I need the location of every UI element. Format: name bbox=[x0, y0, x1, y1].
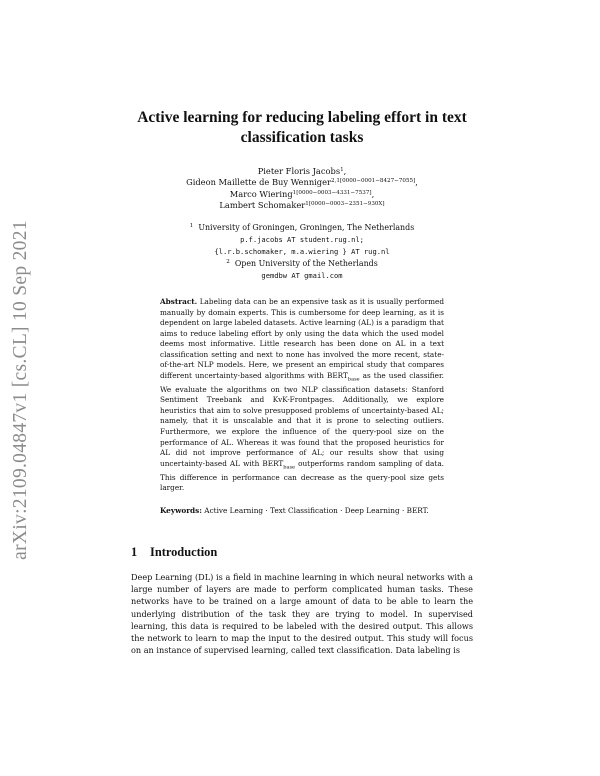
author-name: Lambert Schomaker bbox=[219, 200, 306, 211]
abstract-text: as the used classifier. We evaluate the algorithms on two NLP classification datasets: Stanford Sentiment Treebank and KvK-Frontpages. Additionally, we explore heuristics that aim to solve presupposed problems of uncertainty-based AL; namely, that it is unscalable and that it is prone to selecting outliers. Furthermore, we explore the influence of the query-pool size on the performance of AL. Whereas it was found that the proposed heuristics for AL did not improve performance of AL; our results show that using uncertainty-based AL with BERT bbox=[160, 370, 444, 468]
author-name: Marco Wiering bbox=[229, 188, 293, 199]
section-title: Introduction bbox=[150, 545, 218, 559]
author-email: p.f.jacobs AT student.rug.nl; bbox=[240, 235, 364, 244]
author-email: {l.r.b.schomaker, m.a.wiering } AT rug.nl bbox=[214, 247, 390, 256]
affiliations bbox=[150, 222, 454, 282]
abstract-text: outperforms random sampling of data. This difference in performance can decrease as the query-pool size gets larger. bbox=[160, 458, 444, 493]
affiliation-1: $^1$ University of Groningen, Groningen, The Netherlands bbox=[189, 223, 415, 232]
abstract bbox=[160, 297, 444, 494]
author-orcid: 1[0000−0003−2351−930X] bbox=[305, 201, 385, 208]
keywords-label: Keywords: bbox=[160, 506, 202, 515]
author-entry: Marco Wiering$^{1[0000-0003-4331-7537]}$, bbox=[229, 188, 375, 199]
author-entry bbox=[150, 200, 454, 211]
author-affiliation-marker: 1 bbox=[340, 167, 344, 173]
affiliation-2: $^2$ Open University of the Netherlands bbox=[226, 259, 378, 268]
abstract-label: Abstract. bbox=[160, 297, 198, 306]
keywords-text: Active Learning · Text Classification · Deep Learning · BERT. bbox=[204, 506, 429, 515]
subscript: base bbox=[283, 464, 296, 471]
author-list bbox=[150, 166, 454, 212]
author-orcid: 1[0000−0003−4331−7537] bbox=[292, 189, 372, 196]
section-body: Deep Learning (DL) is a field in machine learning in which neural networks with a large number of layers are made to perform complicated human tasks. These networks have to be trained on a large amount of data to be able to learn the underlying distribution of the task they are trying to model. In supervised learning, this data is required to be labeled with the desired output. This allows the network to learn to map the input to the desired output. This study will focus on an instance of supervised learning, called text classification. Data labeling is bbox=[131, 572, 473, 656]
subscript: base bbox=[347, 376, 360, 383]
keywords bbox=[160, 506, 444, 517]
paper-title: Active learning for reducing labeling effort in text classification tasks bbox=[137, 109, 467, 146]
author-email: gemdbw AT gmail.com bbox=[261, 271, 343, 280]
author-name: Pieter Floris Jacobs bbox=[257, 166, 341, 176]
section-heading bbox=[131, 545, 471, 560]
author-orcid: 2,1[0000−0001−8427−7055] bbox=[331, 178, 416, 185]
author-entry: Pieter Floris Jacobs$^1$, bbox=[257, 166, 347, 176]
author-name: Gideon Maillette de Buy Wenniger bbox=[186, 177, 331, 188]
author-entry: Gideon Maillette de Buy Wenniger$^{2,1[0000-0001-8427-7055]}$, bbox=[186, 177, 418, 188]
arxiv-identifier[interactable]: arXiv:2109.04847v1 [cs.CL] 10 Sep 2021 bbox=[10, 220, 31, 560]
section-number: 1 bbox=[131, 545, 138, 559]
arxiv-sidebar bbox=[1, 210, 41, 570]
abstract-text: Labeling data can be an expensive task as it is usually performed manually by domain experts. This is cumbersome for deep learning, as it is dependent on large labeled datasets. Active learning (AL) is a paradigm that aims to reduce labeling effort by only using the data which the used model deems most informative. Little research has been done on AL in a text classification setting and next to none has involved the more recent, state-of-the-art NLP models. Here, we present an empirical study that compares different uncertainty-based algorithms with BERT bbox=[160, 297, 444, 380]
